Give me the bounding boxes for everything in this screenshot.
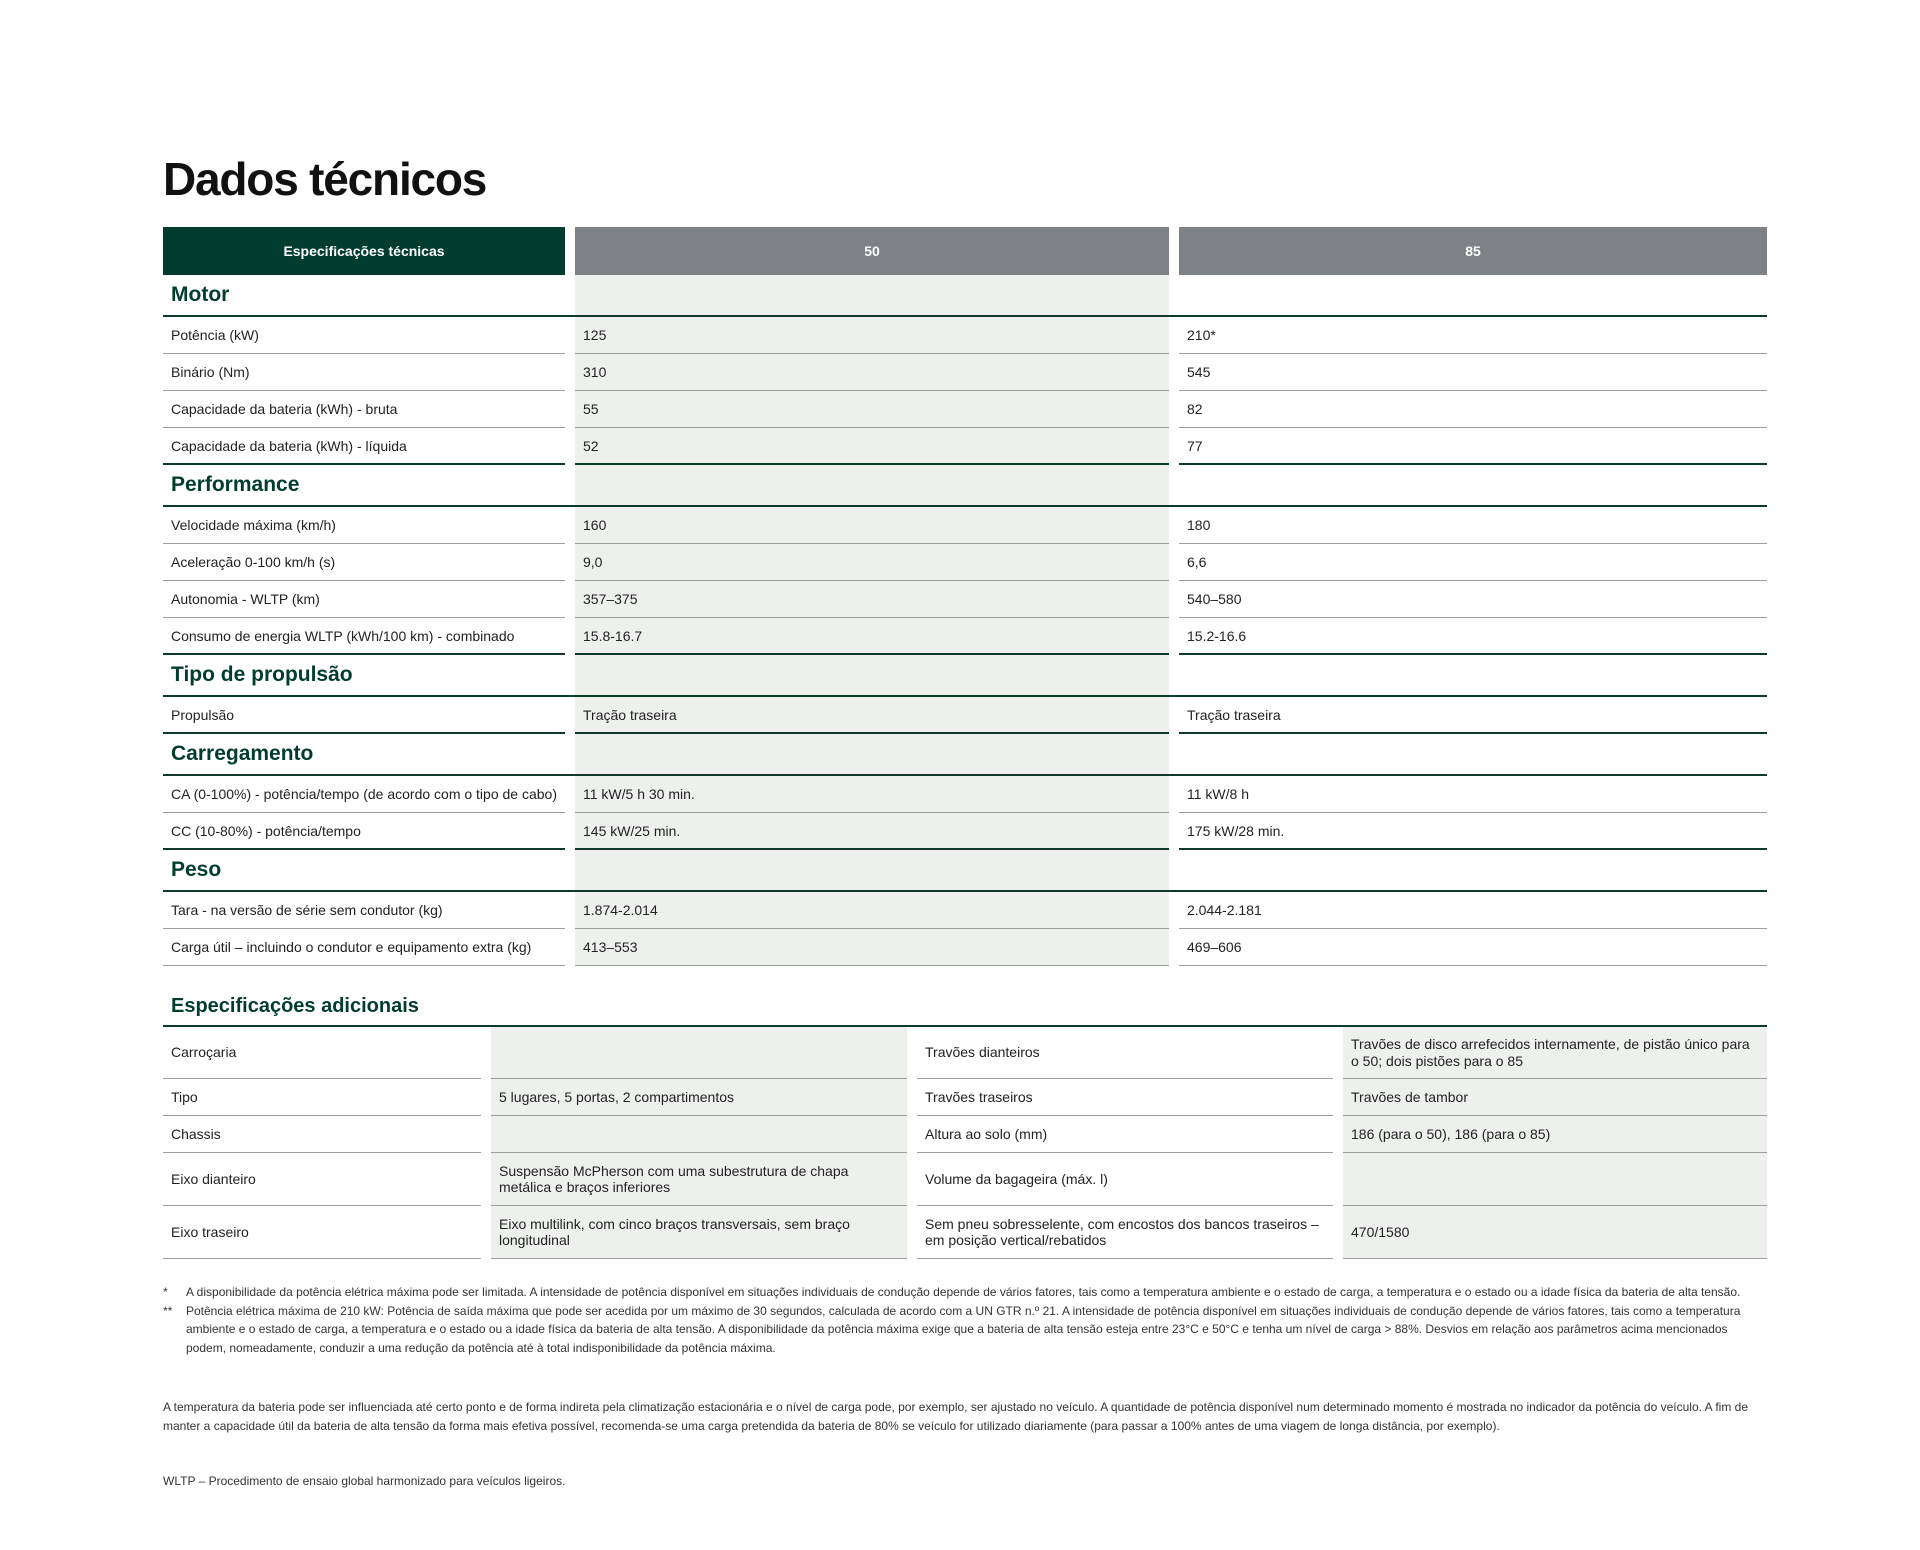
footnote-text: A disponibilidade da potência elétrica máxima pode ser limitada. A intensidade de potência disponível em situações individuais de condução depende de vários fatores, tais como a temperatura ambiente e o estado de carga, a temperatura e o estado ou a idade física da bateria de alta tensão. <box>186 1285 1741 1299</box>
spec-value: Travões de disco arrefecidos internamente, de pistão único para o 50; dois pistões para o 85 <box>1343 1027 1767 1079</box>
section-header <box>163 734 1767 776</box>
section-title: Peso <box>163 850 565 892</box>
value-85: 82 <box>1179 391 1767 428</box>
table-row <box>163 618 1767 655</box>
table-row <box>163 776 1767 813</box>
value-85: 540–580 <box>1179 581 1767 618</box>
table-row <box>163 507 1767 544</box>
footnotes <box>163 1283 1767 1357</box>
footnote-mark: * <box>163 1285 168 1299</box>
table-row <box>163 428 1767 465</box>
section-header <box>163 655 1767 697</box>
section-header <box>163 850 1767 892</box>
table-row <box>163 354 1767 391</box>
spec-label: Travões dianteiros <box>917 1027 1333 1079</box>
value-50: 15.8-16.7 <box>575 618 1169 655</box>
row-label: Capacidade da bateria (kWh) - bruta <box>163 391 565 428</box>
value-85: 180 <box>1179 507 1767 544</box>
spec-label: Altura ao solo (mm) <box>917 1116 1333 1153</box>
value-85: 175 kW/28 min. <box>1179 813 1767 850</box>
spec-value: 186 (para o 50), 186 (para o 85) <box>1343 1116 1767 1153</box>
value-85: 469–606 <box>1179 929 1767 966</box>
table-row <box>163 697 1767 734</box>
spec-value: 5 lugares, 5 portas, 2 compartimentos <box>491 1079 907 1116</box>
table-header <box>163 227 1767 275</box>
value-50: 125 <box>575 317 1169 354</box>
additional-spec-table <box>163 1027 1767 1259</box>
value-50: Tração traseira <box>575 697 1169 734</box>
value-85: 2.044-2.181 <box>1179 892 1767 929</box>
section-title: Carregamento <box>163 734 565 776</box>
additional-specs-title: Especificações adicionais <box>171 995 419 1017</box>
row-label: Carga útil – incluindo o condutor e equipamento extra (kg) <box>163 929 565 966</box>
section-title: Motor <box>163 275 565 317</box>
row-label: Potência (kW) <box>163 317 565 354</box>
value-85: 77 <box>1179 428 1767 465</box>
spec-label: Sem pneu sobresselente, com encostos dos bancos traseiros – em posição vertical/rebatidos <box>917 1206 1333 1259</box>
spec-value: Suspensão McPherson com uma subestrutura de chapa metálica e braços inferiores <box>491 1153 907 1206</box>
table-row <box>163 581 1767 618</box>
row-label: CA (0-100%) - potência/tempo (de acordo com o tipo de cabo) <box>163 776 565 813</box>
row-label: Tara - na versão de série sem condutor (kg) <box>163 892 565 929</box>
spec-label: Eixo dianteiro <box>163 1153 481 1206</box>
footnote-text: Potência elétrica máxima de 210 kW: Potência de saída máxima que pode ser acedida por um máximo de 30 segundos, calculada de acordo com a UN GTR n.º 21. A intensidade de potência disponível em situações individuais de condução depende de vários fatores, tais como a temperatura ambiente e o estado de carga, a temperatura e o estado ou a idade física da bateria de alta tensão. A disponibilidade da potência máxima exige que a bateria de alta tensão esteja entre 23°C e 50°C e tenha um nível de carga > 88%. Desvios em relação aos parâmetros acima mencionados podem, nomeadamente, conduzir a uma redução da potência até à total indisponibilidade da potência máxima. <box>186 1303 1741 1355</box>
value-50: 413–553 <box>575 929 1169 966</box>
row-label: Propulsão <box>163 697 565 734</box>
spec-value <box>1343 1153 1767 1206</box>
value-85: 545 <box>1179 354 1767 391</box>
value-50: 310 <box>575 354 1169 391</box>
value-50: 145 kW/25 min. <box>575 813 1169 850</box>
spec-value <box>491 1027 907 1079</box>
table-row <box>163 1153 1767 1206</box>
value-85: 6,6 <box>1179 544 1767 581</box>
wltp-note: WLTP – Procedimento de ensaio global harmonizado para veículos ligeiros. <box>163 1474 566 1488</box>
value-50: 160 <box>575 507 1169 544</box>
technical-spec-table <box>163 227 1767 966</box>
table-row <box>163 929 1767 966</box>
header-col-50: 50 <box>575 227 1169 275</box>
table-row <box>163 1027 1767 1079</box>
spec-label: Carroçaria <box>163 1027 481 1079</box>
spec-value: Eixo multilink, com cinco braços transversais, sem braço longitudinal <box>491 1206 907 1259</box>
spec-label: Travões traseiros <box>917 1079 1333 1116</box>
header-col-85: 85 <box>1179 227 1767 275</box>
row-label: Aceleração 0-100 km/h (s) <box>163 544 565 581</box>
value-50: 52 <box>575 428 1169 465</box>
row-label: CC (10-80%) - potência/tempo <box>163 813 565 850</box>
footnote <box>163 1283 1767 1302</box>
spec-label: Volume da bagageira (máx. l) <box>917 1153 1333 1206</box>
section-header <box>163 275 1767 317</box>
row-label: Velocidade máxima (km/h) <box>163 507 565 544</box>
row-label: Capacidade da bateria (kWh) - líquida <box>163 428 565 465</box>
value-50: 1.874-2.014 <box>575 892 1169 929</box>
section-header <box>163 465 1767 507</box>
value-85: 15.2-16.6 <box>1179 618 1767 655</box>
spec-label: Chassis <box>163 1116 481 1153</box>
row-label: Consumo de energia WLTP (kWh/100 km) - combinado <box>163 618 565 655</box>
footnote-mark: ** <box>163 1303 173 1318</box>
spec-value: Travões de tambor <box>1343 1079 1767 1116</box>
table-row <box>163 1079 1767 1116</box>
value-50: 55 <box>575 391 1169 428</box>
page-title: Dados técnicos <box>163 153 487 205</box>
value-85: 210* <box>1179 317 1767 354</box>
row-label: Autonomia - WLTP (km) <box>163 581 565 618</box>
table-row <box>163 1116 1767 1153</box>
section-title: Performance <box>163 465 565 507</box>
value-85: Tração traseira <box>1179 697 1767 734</box>
value-50: 9,0 <box>575 544 1169 581</box>
section-title: Tipo de propulsão <box>163 655 565 697</box>
spec-label: Eixo traseiro <box>163 1206 481 1259</box>
row-label: Binário (Nm) <box>163 354 565 391</box>
table-row <box>163 1206 1767 1259</box>
battery-note: A temperatura da bateria pode ser influenciada até certo ponto e de forma indireta pela climatização estacionária e o nível de carga pode, por exemplo, ser ajustado no veículo. A quantidade de potência disponível num determinado momento é mostrada no indicador da potência do veículo. A fim de manter a capacidade útil da bateria de alta tensão da forma mais efetiva possível, recomenda-se uma carga pretendida da bateria de 80% se veículo for utilizado diariamente (para passar a 100% antes de uma viagem de longa distância, por exemplo). <box>163 1400 1748 1433</box>
value-50: 11 kW/5 h 30 min. <box>575 776 1169 813</box>
table-row <box>163 391 1767 428</box>
value-50: 357–375 <box>575 581 1169 618</box>
footnote <box>163 1302 1767 1358</box>
spec-value <box>491 1116 907 1153</box>
value-85: 11 kW/8 h <box>1179 776 1767 813</box>
header-spec-label: Especificações técnicas <box>163 227 565 275</box>
table-row <box>163 544 1767 581</box>
table-row <box>163 317 1767 354</box>
spec-label: Tipo <box>163 1079 481 1116</box>
table-row <box>163 813 1767 850</box>
spec-value: 470/1580 <box>1343 1206 1767 1259</box>
table-row <box>163 892 1767 929</box>
